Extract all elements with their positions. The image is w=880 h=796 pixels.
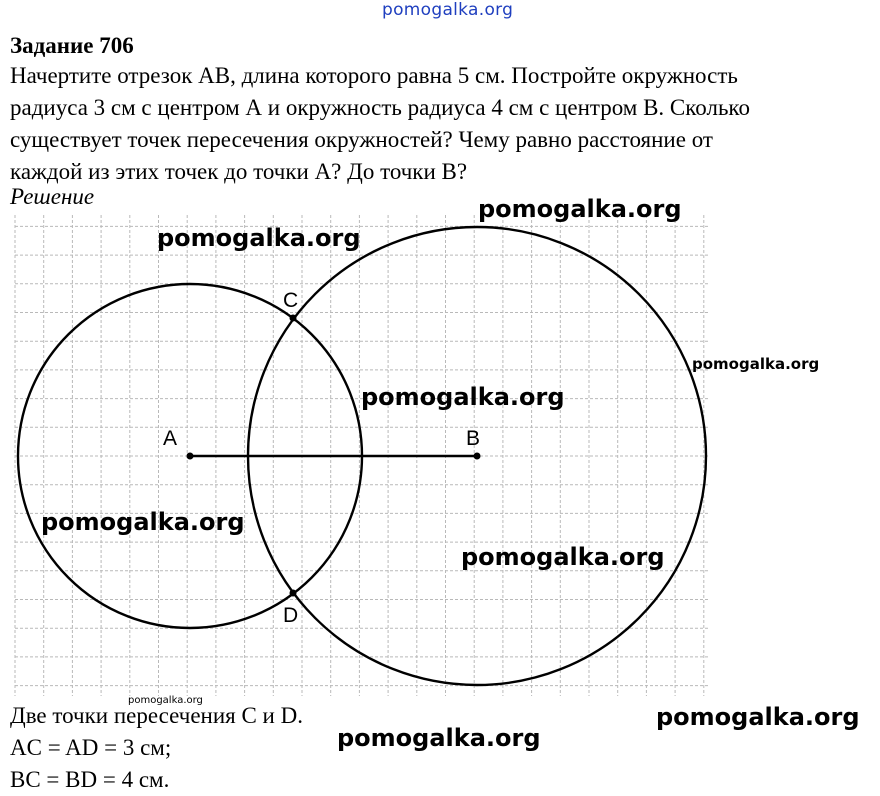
point-c xyxy=(290,315,297,322)
watermark-5: pomogalka.org xyxy=(41,508,245,536)
answer xyxy=(10,700,303,796)
task-line-4: каждой из этих точек до точки А? До точки В? xyxy=(10,159,468,184)
point-a xyxy=(187,453,194,460)
answer-line-3: BC = BD = 4 см. xyxy=(10,767,170,792)
task-line-1: Начертите отрезок AB, длина которого равна 5 см. Постройте окружность xyxy=(10,63,738,88)
label-d: D xyxy=(283,604,299,627)
task-title: Задание 706 xyxy=(10,33,134,58)
geometry-figure xyxy=(0,210,880,700)
answer-line-1: Две точки пересечения С и D. xyxy=(10,703,303,728)
label-b: B xyxy=(466,427,481,450)
watermark-6: pomogalka.org xyxy=(461,543,665,571)
task-line-3: существует точек пересечения окружностей? Чему равно расстояние от xyxy=(10,127,713,152)
watermark-8: pomogalka.org xyxy=(656,703,860,731)
label-a: A xyxy=(163,427,178,450)
answer-line-2: AC = AD = 3 см; xyxy=(10,735,172,760)
point-b xyxy=(474,453,481,460)
watermark-1: pomogalka.org xyxy=(478,195,682,223)
solution-label: Решение xyxy=(10,184,95,209)
watermark-3: pomogalka.org xyxy=(692,355,820,373)
watermark-2: pomogalka.org xyxy=(157,224,361,252)
watermark-4: pomogalka.org xyxy=(361,383,565,411)
task-line-2: радиуса 3 см с центром А и окружность радиуса 4 см с центром В. Сколько xyxy=(10,95,750,120)
task-text xyxy=(10,60,880,188)
watermark-7: pomogalka.org xyxy=(128,695,203,706)
point-d xyxy=(290,590,297,597)
watermark-top: pomogalka.org xyxy=(382,0,514,20)
watermark-9: pomogalka.org xyxy=(337,724,541,752)
label-c: C xyxy=(283,289,299,312)
